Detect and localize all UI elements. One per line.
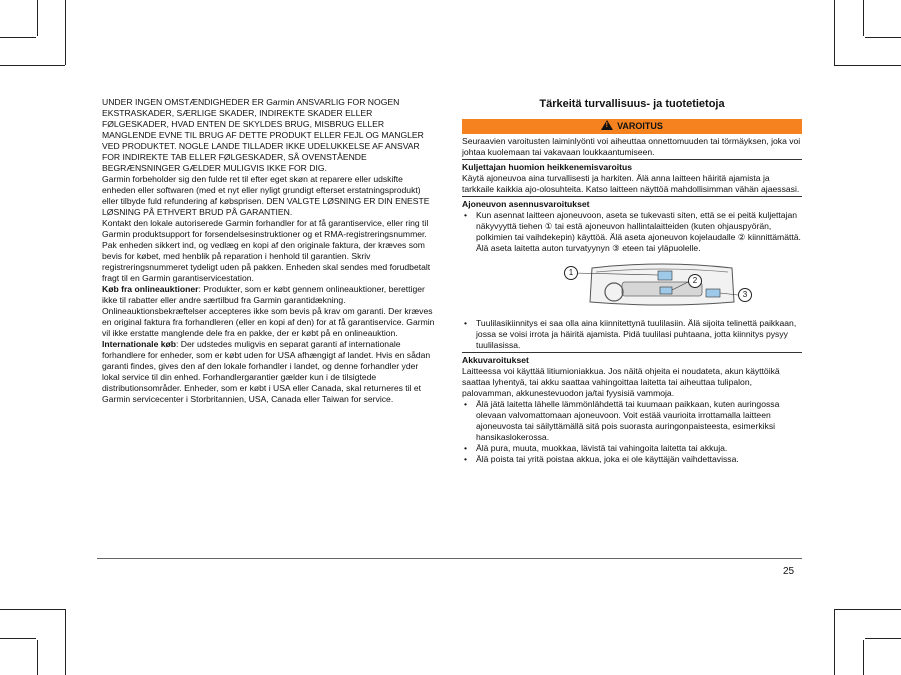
remedy-paragraph: Garmin forbeholder sig den fulde ret til efter eget skøn at reparere eller udskifte enheden eller softwaren (med et nyt eller nyligt grundigt efterset erstatningsprodukt) eller tilbyde fuld refundering af købsprisen. DEN VALGTE LØSNING ER DIN ENESTE LØSNING PÅ ETHVERT BRUD PÅ GARANTIEN. [102,174,430,217]
install-list-2 [462,318,802,351]
warning-text: Seuraavien varoitusten laiminlyönti voi aiheuttaa onnettomuuden tai törmäyksen, joka voi johtaa kuolemaan tai vakavaan loukkaantumiseen. [462,136,801,158]
dashboard-illustration [562,260,762,310]
divider [462,159,802,160]
divider [462,352,802,353]
driver-text: Käytä ajoneuvoa aina turvallisesti ja harkiten. Älä anna laitteen häiritä ajamista ja tarkkaile kaikkia ajo-olosuhteita. Katso laitteen näyttöä mahdollisimman vähän ajaessasi. [462,173,800,195]
driver-heading: Kuljettajan huomion heikkenemisvaroitus [462,162,633,173]
divider [462,196,802,197]
online-auction-paragraph [102,284,438,339]
callout-1: 1 [564,266,578,280]
list-item: • Kun asennat laitteen ajoneuvoon, aseta se tukevasti siten, että se ei peitä kuljettajan näkyvyyttä tiehen ① tai estä ajoneuvon hallintalaitteiden (kuten ohjauspyörän, polkimien tai vaihdekepin) käyttöä. Älä aseta ajoneuvon kojelaudalle ② kiinnittämättä. Älä aseta laitetta auton turvatyynyn ③ eteen tai yläpuolelle. [462,210,802,254]
dashboard-drawing [562,260,762,310]
liability-paragraph: UNDER INGEN OMSTÆNDIGHEDER ER Garmin ANSVARLIG FOR NOGEN EKSTRASKADER, SÆRLIGE SKADER, INDIREKTE SKADER ELLER FØLGESKADER, HVAD ENTEN DE SKYLDES BRUG, MISBRUG ELLER MANGLENDE EVNE TIL BRUG AF DETTE PRODUKT ELLER FEJL OG MANGLER VED PRODUKTET. NOGLE LANDE TILLADER IKKE UDELUKKELSE AF ANSVAR FOR INDIREKTE TAB ELLER FØLGESKADER, SÅ OVENSTÅENDE BEGRÆNSNINGER GÆLDER MULIGVIS IKKE FOR DIG. [102,97,424,173]
international-text: : Der udstedes muligvis en separat garanti af internationale forhandlere for enheder, som er købt uden for USA afhængigt af landet. Hvis en sådan garanti findes, gives den af den lokale forhandler i landet, og denne forhandler yder lokal service til din enhed. Forhandlergarantier gælder kun i de tilsigtede distributionsområder. Enheder, som er købt i USA eller Canada, skal returneres til et Garmin servicecenter i Storbritannien, USA, Canada eller Taiwan for service. [102,339,431,404]
online-auction-text: : Produkter, som er købt gennem onlineauktioner, berettiger ikke til rabatter eller andre særtilbud fra Garmin garantidækning. Onlineauktionsbekræftelser accepteres ikke som bevis på krav om garanti. Der kræves en original faktura fra forhandleren (eller en kopi af den) for at få garantiservice. Garmin vil ikke erstatte manglende dele fra en pakke, der er købt på en onlineauktion. [102,284,435,338]
list-item: • Älä jätä laitetta lähelle lämmönlähdettä tai kuumaan paikkaan, kuten auringossa olevaan valvomattomaan ajoneuvoon. Voit estää vaurioita irrottamalla laitteen ajoneuvosta tai säilyttämällä sitä pois suorasta auringonpaisteesta, esimerkiksi hansikaslokerossa. [462,399,802,443]
warning-triangle-icon: ! [601,120,613,130]
left-column [102,97,438,405]
footer-rule [97,558,802,559]
international-heading: Internationale køb [102,339,177,349]
right-column [462,97,802,465]
page-number: 25 [783,566,795,577]
install-list [462,210,802,254]
callout-2: 2 [688,274,702,288]
online-auction-heading: Køb fra onlineauktioner [102,284,199,294]
list-item: • Älä pura, muuta, muokkaa, lävistä tai vahingoita laitetta tai akkuja. [462,443,802,454]
international-paragraph [102,339,438,405]
install-heading: Ajoneuvon asennusvaroitukset [462,199,590,210]
list-item: • Älä poista tai yritä poistaa akkua, joka ei ole käyttäjän vaihdettavissa. [462,454,802,465]
section-title: Tärkeitä turvallisuus- ja tuotetietoja [539,98,725,110]
callout-3: 3 [738,288,752,302]
list-item: • Tuulilasikiinnitys ei saa olla aina kiinnitettynä tuulilasiin. Älä sijoita telinettä paikkaan, jossa se voisi irrota ja häiritä ajamista. Pidä tuulilasi puhtaana, jotta kiinnitys pysyy tuulilasissa. [462,318,802,351]
battery-text: Laitteessa voi käyttää litiumioniakkua. Jos näitä ohjeita ei noudateta, akun käyttöikä saattaa lyhentyä, tai akku saattaa vahingoittaa laitetta tai aiheuttaa tulipalon, palovamman, akkunestevuodon ja/tai fyysisiä vammoja. [462,366,780,399]
service-paragraph: Kontakt den lokale autoriserede Garmin forhandler for at få garantiservice, eller ring til Garmin produktsupport for forsendelsesinstruktioner og et RMA-registreringsnummer. Pak enheden sikkert ind, og vedlæg en kopi af den originale faktura, der kræves som bevis for købet, med henblik på reparation i henhold til garantien. Skriv registreringsnummeret tydeligt uden på pakken. Enheden skal sendes med forudbetalt fragt til en Garmin garantiservicestation. [102,218,431,283]
battery-list [462,399,802,465]
battery-heading: Akkuvaroitukset [462,355,529,366]
warning-banner [462,119,802,134]
warning-label: VAROITUS [617,121,663,132]
